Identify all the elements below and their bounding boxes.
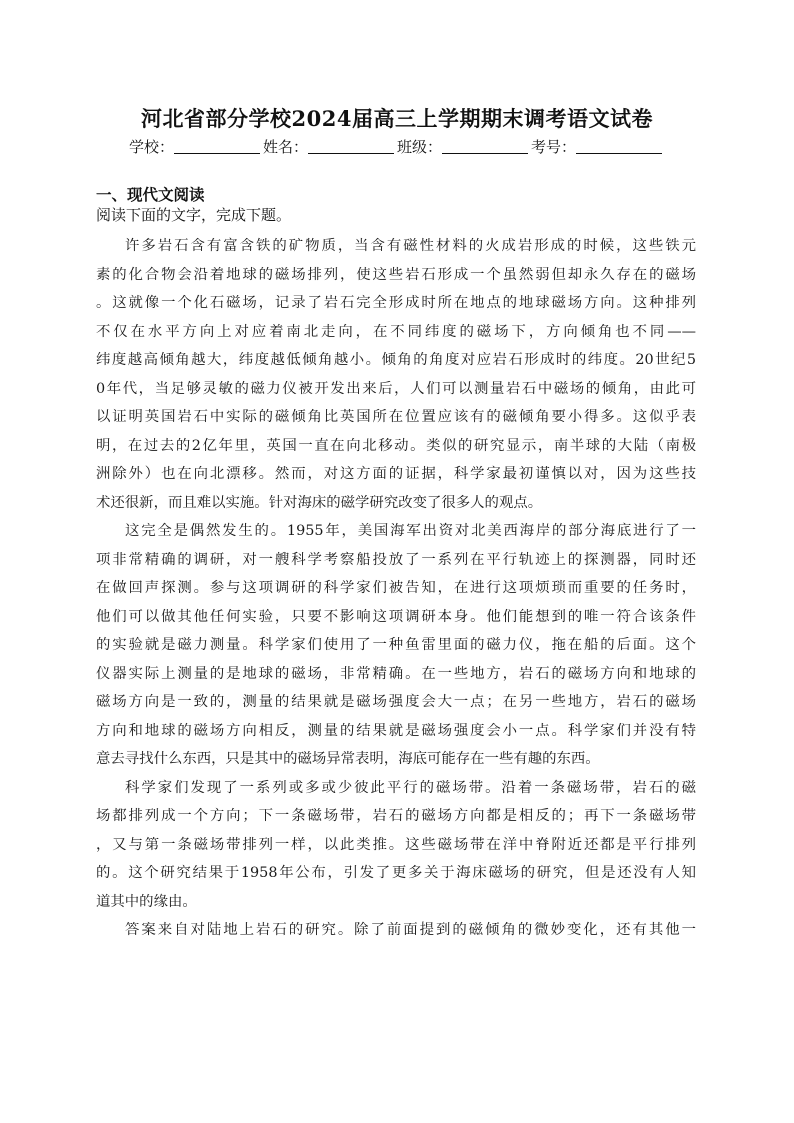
passage-line: 明，在过去的2亿年里，英国一直在向北移动。类似的研究显示，南半球的大陆（南极 — [96, 437, 696, 454]
passage-line: 以证明英国岩石中实际的磁倾角比英国所在位置应该有的磁倾角要小得多。这似乎表 — [96, 409, 696, 425]
passage-line: 的。这个研究结果于1958年公布，引发了更多关于海床磁场的研究，但是还没有人知 — [96, 865, 696, 881]
passage-paragraph — [96, 774, 696, 917]
passage-line: 洲除外）也在向北漂移。然而，对这方面的证据，科学家最初谨慎以对，因为这些技 — [96, 466, 696, 482]
passage-line: 方向和地球的磁场方向相反，测量的结果就是磁场强度会小一点。科学家们并没有特 — [96, 722, 696, 739]
passage-line: 道其中的缘由。 — [96, 893, 197, 910]
passage-line: 不仅在水平方向上对应着南北走向，在不同纬度的磁场下，方向倾角也不同—— — [96, 323, 696, 340]
passage-paragraph — [96, 517, 696, 774]
reading-instruction: 阅读下面的文字，完成下题。 — [96, 206, 292, 224]
passage-paragraph — [96, 232, 696, 517]
passage-line: 。这就像一个化石磁场，记录了岩石完全形成时所在地点的地球磁场方向。这种排列 — [96, 295, 696, 311]
passage-line: ，又与第一条磁场带排列一样，以此类推。这些磁场带在洋中脊附近还都是平行排列 — [96, 836, 696, 853]
student-info-line — [0, 136, 794, 157]
passage-line: 0年代，当足够灵敏的磁力仪被开发出来后，人们可以测量岩石中磁场的倾角，由此可 — [96, 380, 696, 397]
passage-line: 意去寻找什么东西，只是其中的磁场异常表明，海底可能存在一些有趣的东西。 — [96, 751, 600, 767]
name-blank[interactable] — [308, 139, 394, 154]
school-label: 学校： — [128, 138, 174, 156]
passage-paragraph — [96, 916, 696, 945]
passage-line: 纬度越高倾角越大，纬度越低倾角越小。倾角的角度对应岩石形成时的纬度。20世纪5 — [96, 352, 696, 368]
passage-line: 磁场方向是一致的，测量的结果就是磁场强度会大一点；在另一些地方，岩石的磁场 — [96, 694, 696, 710]
reading-passage — [96, 232, 696, 945]
class-label: 班级： — [397, 138, 443, 156]
passage-line: 许多岩石含有富含铁的矿物质，当含有磁性材料的火成岩形成的时候，这些铁元 — [125, 238, 696, 254]
id-label: 考号： — [531, 138, 577, 156]
passage-line: 答案来自对陆地上岩石的研究。除了前面提到的磁倾角的微妙变化，还有其他一 — [125, 922, 696, 938]
passage-line: 的实验就是磁力测量。科学家们使用了一种鱼雷里面的磁力仪，拖在船的后面。这个 — [96, 637, 696, 653]
passage-line: 场都排列成一个方向；下一条磁场带，岩石的磁场方向都是相反的；再下一条磁场带 — [96, 808, 696, 824]
section-heading: 一、现代文阅读 — [96, 186, 205, 204]
passage-line: 他们可以做其他任何实验，只要不影响这项调研本身。他们能想到的唯一符合该条件 — [96, 608, 696, 625]
school-blank[interactable] — [174, 139, 260, 154]
passage-line: 科学家们发现了一系列或多或少彼此平行的磁场带。沿着一条磁场带，岩石的磁 — [125, 779, 696, 796]
page-title: 河北省部分学校2024届高三上学期期末调考语文试卷 — [141, 106, 653, 131]
passage-line: 术还很新，而且难以实施。针对海床的磁学研究改变了很多人的观点。 — [96, 494, 543, 511]
passage-line: 在做回声探测。参与这项调研的科学家们被告知，在进行这项烦琐而重要的任务时， — [96, 580, 696, 596]
id-blank[interactable] — [576, 139, 662, 154]
passage-line: 素的化合物会沿着地球的磁场排列，使这些岩石形成一个虽然弱但却永久存在的磁场 — [96, 266, 696, 283]
passage-line: 这完全是偶然发生的。1955年，美国海军出资对北美西海岸的部分海底进行了一 — [125, 523, 696, 539]
name-label: 姓名： — [262, 138, 308, 156]
class-blank[interactable] — [442, 139, 528, 154]
passage-line: 项非常精确的调研，对一艘科学考察船投放了一系列在平行轨迹上的探测器，同时还 — [96, 551, 696, 568]
passage-line: 仪器实际上测量的是地球的磁场，非常精确。在一些地方，岩石的磁场方向和地球的 — [96, 665, 696, 682]
